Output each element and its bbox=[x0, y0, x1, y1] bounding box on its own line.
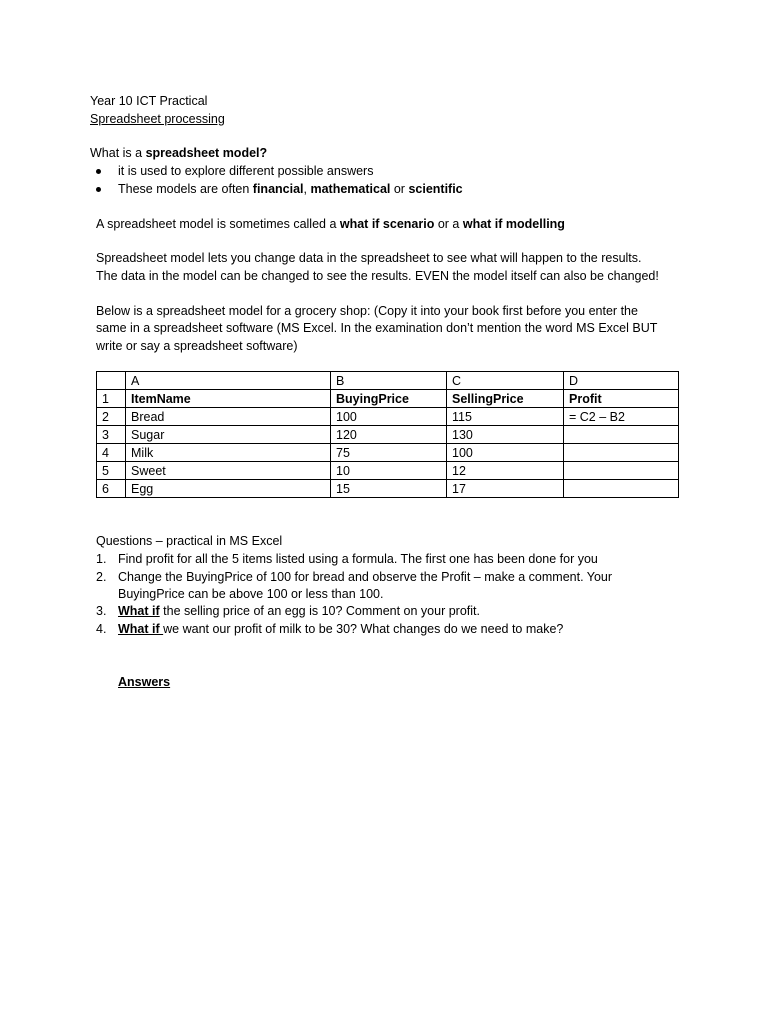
row-number: 3 bbox=[97, 426, 126, 444]
paragraph-2-line-3: write or say a spreadsheet software) bbox=[96, 339, 298, 353]
header-cell: Profit bbox=[564, 390, 679, 408]
table-cell: 15 bbox=[331, 480, 447, 498]
question-3-body: the selling price of an egg is 10? Comment on your profit. bbox=[159, 604, 480, 618]
table-cell: 100 bbox=[447, 444, 564, 462]
paragraph-2-line-1: Below is a spreadsheet model for a grocery shop: (Copy it into your book first before you enter the bbox=[96, 304, 638, 318]
question-3-what-if: What if bbox=[118, 604, 160, 618]
topic-title: Spreadsheet processing bbox=[90, 112, 225, 126]
definition-bullet-2 bbox=[118, 181, 463, 198]
table-cell bbox=[564, 426, 679, 444]
bullet-dot bbox=[96, 187, 101, 192]
table-cell: 75 bbox=[331, 444, 447, 462]
table-row bbox=[97, 426, 679, 444]
column-letter: A bbox=[126, 372, 331, 390]
table-cell: Egg bbox=[126, 480, 331, 498]
bullet-2-sep1: , bbox=[303, 182, 311, 196]
table-header-row bbox=[97, 390, 679, 408]
table-cell: 17 bbox=[447, 480, 564, 498]
table-cell: Sugar bbox=[126, 426, 331, 444]
table-cell: 120 bbox=[331, 426, 447, 444]
definition-question-term: spreadsheet model? bbox=[145, 146, 268, 160]
what-if-pre: A spreadsheet model is sometimes called a bbox=[96, 217, 340, 231]
bullet-2-scientific: scientific bbox=[408, 182, 463, 196]
question-4-body: we want our profit of milk to be 30? What changes do we need to make? bbox=[163, 622, 564, 636]
table-cell: 115 bbox=[447, 408, 564, 426]
question-1-text: Find profit for all the 5 items listed using a formula. The first one has been done for you bbox=[118, 552, 598, 566]
definition-question bbox=[90, 145, 267, 162]
bullet-2-pre: These models are often bbox=[118, 182, 253, 196]
definition-bullet-1: it is used to explore different possible answers bbox=[118, 164, 374, 178]
what-if-mid: or a bbox=[434, 217, 463, 231]
paragraph-1-line-2: The data in the model can be changed to see the results. EVEN the model itself can also be changed! bbox=[96, 269, 659, 283]
table-cell bbox=[564, 462, 679, 480]
spreadsheet-table bbox=[96, 371, 679, 498]
row-number: 1 bbox=[97, 390, 126, 408]
table-cell bbox=[564, 444, 679, 462]
what-if-scenario: what if scenario bbox=[339, 217, 435, 231]
paragraph-1-line-1: Spreadsheet model lets you change data in the spreadsheet to see what will happen to the results. bbox=[96, 251, 642, 265]
row-number: 4 bbox=[97, 444, 126, 462]
table-cell: Sweet bbox=[126, 462, 331, 480]
question-number: 2. bbox=[96, 570, 107, 584]
what-if-sentence bbox=[96, 216, 565, 233]
definition-question-prefix: What is a bbox=[90, 146, 146, 160]
column-letter: B bbox=[331, 372, 447, 390]
table-cell: 130 bbox=[447, 426, 564, 444]
row-number: 5 bbox=[97, 462, 126, 480]
question-number: 3. bbox=[96, 604, 107, 618]
corner-cell bbox=[97, 372, 126, 390]
header-cell: ItemName bbox=[126, 390, 331, 408]
table-cell: 12 bbox=[447, 462, 564, 480]
questions-title: Questions – practical in MS Excel bbox=[96, 534, 283, 548]
table-cell: = C2 – B2 bbox=[564, 408, 679, 426]
bullet-dot bbox=[96, 169, 101, 174]
bullet-2-sep2: or bbox=[390, 182, 409, 196]
course-title: Year 10 ICT Practical bbox=[90, 94, 208, 108]
table-cell: Milk bbox=[126, 444, 331, 462]
answers-heading: Answers bbox=[118, 675, 171, 689]
question-number: 1. bbox=[96, 552, 107, 566]
table-row bbox=[97, 408, 679, 426]
table-cell: 100 bbox=[331, 408, 447, 426]
row-number: 6 bbox=[97, 480, 126, 498]
column-letter: C bbox=[447, 372, 564, 390]
what-if-modelling: what if modelling bbox=[462, 217, 565, 231]
question-4-text bbox=[118, 621, 638, 638]
header-cell: SellingPrice bbox=[447, 390, 564, 408]
table-row bbox=[97, 480, 679, 498]
table-cell: Bread bbox=[126, 408, 331, 426]
bullet-2-mathematical: mathematical bbox=[310, 182, 391, 196]
question-3-text bbox=[118, 603, 638, 620]
table-cell: 10 bbox=[331, 462, 447, 480]
question-2-text: Change the BuyingPrice of 100 for bread and observe the Profit – make a comment. Your BuyingPrice can be above 100 or less than 100. bbox=[118, 570, 613, 601]
header-cell: BuyingPrice bbox=[331, 390, 447, 408]
question-4-what-if: What if bbox=[118, 622, 164, 636]
row-number: 2 bbox=[97, 408, 126, 426]
question-number: 4. bbox=[96, 622, 107, 636]
column-letter-row bbox=[97, 372, 679, 390]
table-row bbox=[97, 462, 679, 480]
table-cell bbox=[564, 480, 679, 498]
table-row bbox=[97, 444, 679, 462]
column-letter: D bbox=[564, 372, 679, 390]
paragraph-2-line-2: same in a spreadsheet software (MS Excel. In the examination don’t mention the word MS Excel BUT bbox=[96, 321, 658, 335]
bullet-2-financial: financial bbox=[252, 182, 304, 196]
